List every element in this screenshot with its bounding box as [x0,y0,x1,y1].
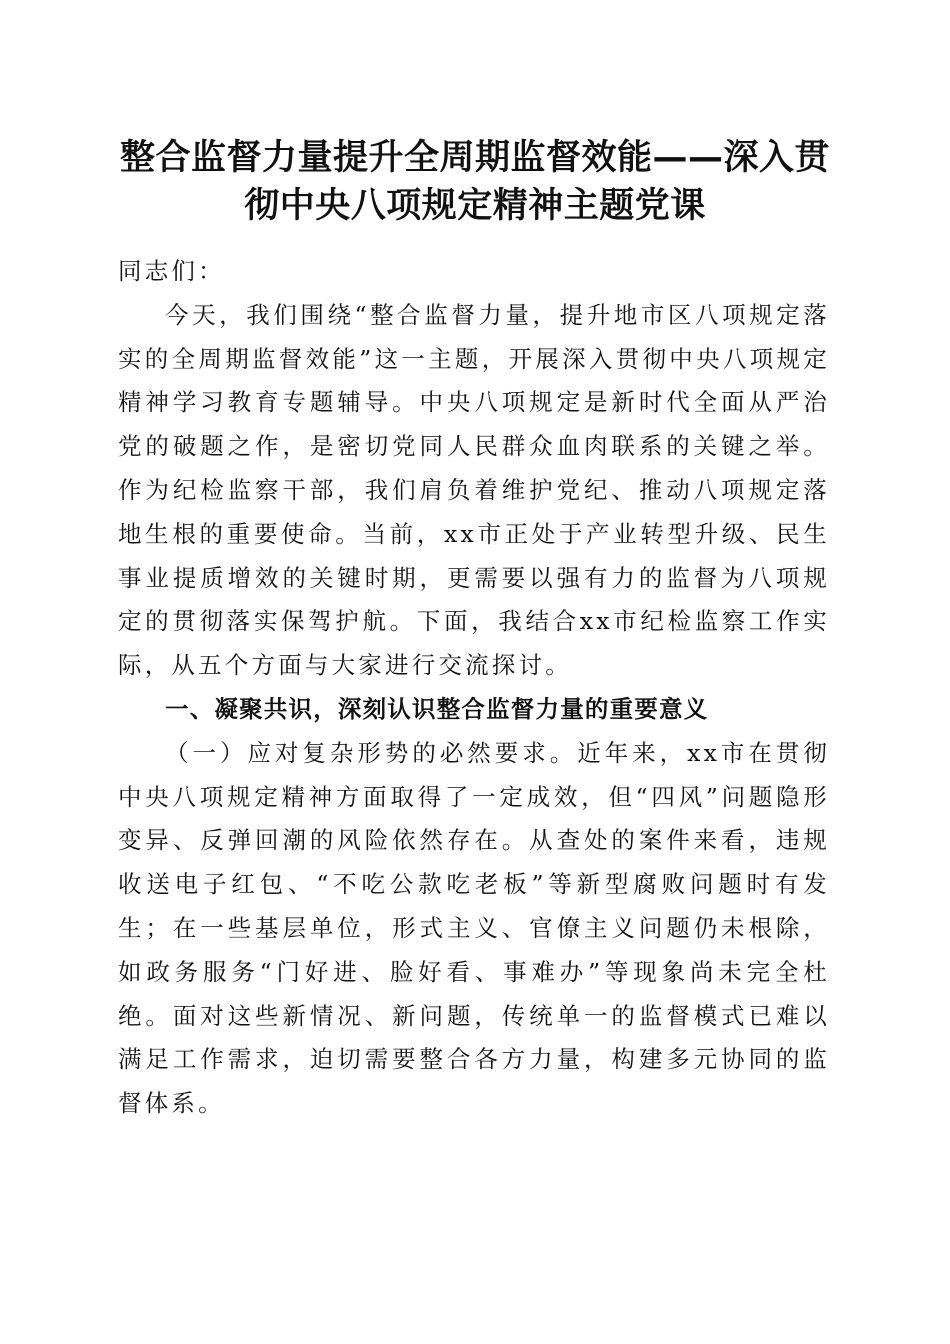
document-title [100,134,850,230]
document-body [118,250,830,1126]
subsection-paragraph-1 [118,732,830,1126]
salutation: 同志们： [118,257,225,285]
subsection-text: 近年来，xx市在贯彻中央八项规定精神方面取得了一定成效，但“四风”问题隐形变异、反弹回潮的风险依然存在。从查处的案件来看，违规收送电子红包、“不吃公款吃老板”等新型腐败问题时有发生；在一些基层单位，形式主义、官僚主义问题仍未根除，如政务服务“门好进、脸好看、事难办”等现象尚未完全杜绝。面对这些新情况、新问题，传统单一的监督模式已难以满足工作需求，迫切需要整合各方力量，构建多元协同的监督体系。 [118,738,830,1118]
title-line-1: 整合监督力量提升全周期监督效能——深入贯 [119,138,830,178]
intro-paragraph: 今天，我们围绕“整合监督力量，提升地市区八项规定落实的全周期监督效能”这一主题，开展深入贯彻中央八项规定精神学习教育专题辅导。中央八项规定是新时代全面从严治党的破题之作，是密切党同人民群众血肉联系的关键之举。作为纪检监察干部，我们肩负着维护党纪、推动八项规定落地生根的重要使命。当前，xx市正处于产业转型升级、民生事业提质增效的关键时期，更需要以强有力的监督为八项规定的贯彻落实保驾护航。下面，我结合xx市纪检监察工作实际，从五个方面与大家进行交流探讨。 [118,300,830,680]
section-heading-1: 一、凝聚共识，深刻认识整合监督力量的重要意义 [165,694,709,723]
subsection-lead: （一）应对复杂形势的必然要求。 [165,738,578,767]
title-line-2: 彻中央八项规定精神主题党课 [244,186,706,226]
